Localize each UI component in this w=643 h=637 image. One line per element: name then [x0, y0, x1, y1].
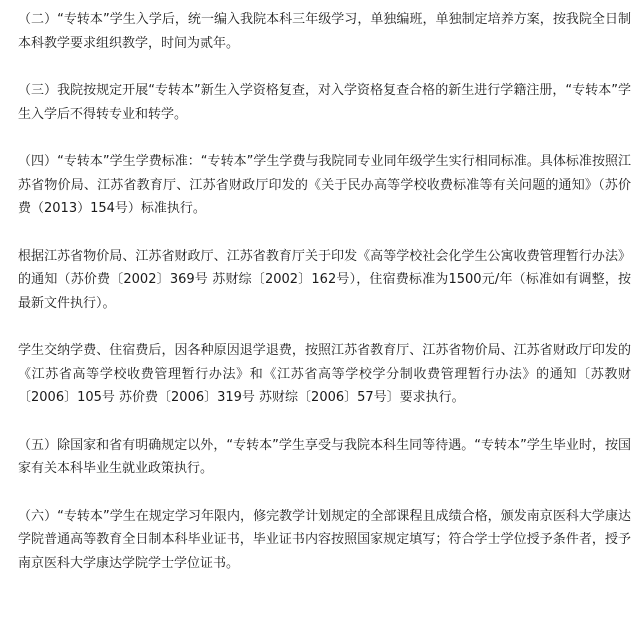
paragraph-refund-policy: 学生交纳学费、住宿费后，因各种原因退学退费，按照江苏省教育厅、江苏省物价局、江苏省财政厅印发的《江苏省高等学校收费管理暂行办法》和《江苏省高等学校学分制收费管理暂行办法》的通知〔苏教财〔2006〕105号 苏价费〔2006〕319号 苏财综〔2006〕57号〕要求执行。 — [18, 343, 631, 405]
paragraph-2-teaching-arrangement: （二）“专转本”学生入学后，统一编入我院本科三年级学习，单独编班，单独制定培养方案，按我院全日制本科教学要求组织教学，时间为贰年。 — [18, 12, 631, 51]
paragraph-5-student-treatment: （五）除国家和省有明确规定以外，“专转本”学生享受与我院本科生同等待遇。“专转本”学生毕业时，按国家有关本科毕业生就业政策执行。 — [18, 437, 631, 476]
paragraph-6-graduation-certificate: （六）“专转本”学生在规定学习年限内，修完教学计划规定的全部课程且成绩合格，颁发南京医科大学康达学院普通高等教育全日制本科毕业证书，毕业证书内容按照国家规定填写；符合学士学位授予条件者，授予南京医科大学康达学院学士学位证书。 — [18, 508, 631, 571]
paragraph-4-tuition-standard: （四）“专转本”学生学费标准：“专转本”学生学费与我院同专业同年级学生实行相同标准。具体标准按照江苏省物价局、江苏省教育厅、江苏省财政厅印发的《关于民办高等学校收费标准等有关问题的通知》（苏价费（2013）154号）标准执行。 — [18, 154, 631, 216]
paragraph-3-enrollment-review: （三）我院按规定开展“专转本”新生入学资格复查，对入学资格复查合格的新生进行学籍注册，“专转本”学生入学后不得转专业和转学。 — [18, 83, 631, 122]
paragraph-accommodation-fee: 根据江苏省物价局、江苏省财政厅、江苏省教育厅关于印发《高等学校社会化学生公寓收费管理暂行办法》的通知（苏价费〔2002〕369号 苏财综〔2002〕162号），住宿费标准为1500元/年（标准如有调整，按最新文件执行）。 — [18, 248, 632, 311]
